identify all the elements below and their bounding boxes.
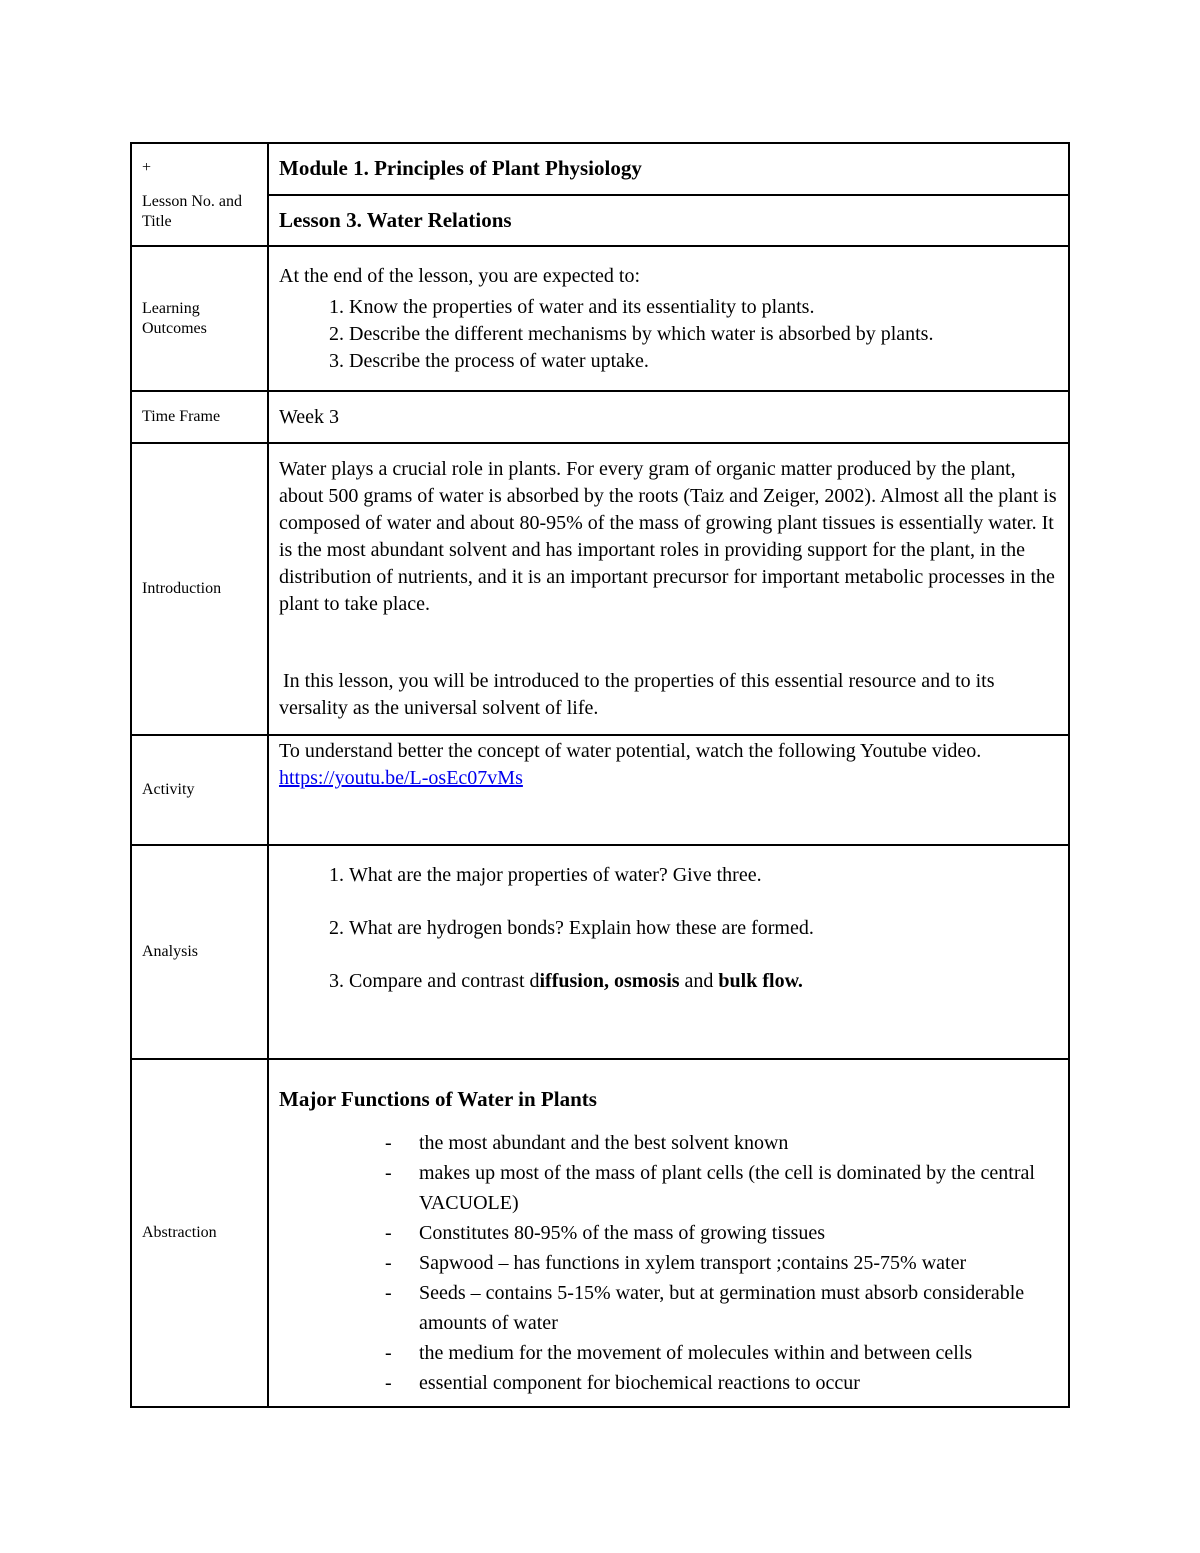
abstraction-cell: [268, 1059, 1069, 1407]
timeframe-label: Time Frame: [131, 391, 268, 443]
introduction-paragraph-2: In this lesson, you will be introduced to the properties of this essential resource and to its versality as the universal solvent of life.: [279, 670, 995, 719]
timeframe-value: Week 3: [268, 391, 1069, 443]
outcome-item: 2. Describe the different mechanisms by which water is absorbed by plants.: [349, 321, 1058, 348]
analysis-question: 1. What are the major properties of water? Give three.: [349, 862, 1058, 889]
outcome-item: 1. Know the properties of water and its essentiality to plants.: [349, 294, 1058, 321]
outcomes-label: Learning Outcomes: [131, 246, 268, 391]
abstraction-list: [279, 1128, 1058, 1398]
introduction-paragraph-1: Water plays a crucial role in plants. For every gram of organic matter produced by the plant, about 500 grams of water is absorbed by the roots (Taiz and Zeiger, 2002). Almost all the plant is composed of water and about 80-95% of the mass of growing plant tissues is essentially water. It is the most abundant solvent and has important roles in providing support for the plant, in the distribution of nutrients, and it is an important precursor for important metabolic processes in the plant to take place.: [279, 458, 1057, 615]
lesson-label: Lesson No. and Title: [142, 192, 242, 230]
outcomes-cell: [268, 246, 1069, 391]
module-title-cell: [268, 143, 1069, 195]
plus-marker: +: [142, 158, 152, 176]
outcome-item: 3. Describe the process of water uptake.: [349, 348, 1058, 375]
list-item: - the most abundant and the best solvent known: [419, 1128, 1058, 1158]
analysis-questions: [279, 862, 1058, 995]
outcomes-list: [279, 294, 1058, 375]
lesson-label-cell: [131, 143, 268, 246]
lesson-table: [130, 142, 1070, 1408]
analysis-cell: [268, 845, 1069, 1059]
analysis-question: 3. Compare and contrast diffusion, osmosis and bulk flow.: [349, 968, 1058, 995]
lesson-title: Lesson 3. Water Relations: [279, 207, 512, 232]
abstraction-label: Abstraction: [131, 1059, 268, 1407]
introduction-label: Introduction: [131, 443, 268, 735]
lesson-title-cell: [268, 195, 1069, 246]
list-item: - makes up most of the mass of plant cells (the cell is dominated by the central VACUOLE): [419, 1158, 1058, 1218]
introduction-cell: [268, 443, 1069, 735]
list-item: - essential component for biochemical reactions to occur: [419, 1368, 1058, 1398]
activity-label: Activity: [131, 735, 268, 845]
module-title: Module 1. Principles of Plant Physiology: [279, 156, 642, 180]
youtube-link[interactable]: https://youtu.be/L-osEc07vMs: [279, 767, 523, 789]
activity-text: To understand better the concept of water potential, watch the following Youtube video.: [279, 740, 982, 762]
analysis-question: 2. What are hydrogen bonds? Explain how these are formed.: [349, 915, 1058, 942]
activity-cell: [268, 735, 1069, 845]
outcomes-intro: At the end of the lesson, you are expected to:: [279, 264, 640, 287]
list-item: - Constitutes 80-95% of the mass of growing tissues: [419, 1218, 1058, 1248]
analysis-label: Analysis: [131, 845, 268, 1059]
list-item: - Seeds – contains 5-15% water, but at germination must absorb considerable amounts of water: [419, 1278, 1058, 1338]
abstraction-heading: Major Functions of Water in Plants: [279, 1087, 597, 1111]
list-item: - the medium for the movement of molecules within and between cells: [419, 1338, 1058, 1368]
list-item: - Sapwood – has functions in xylem transport ;contains 25-75% water: [419, 1248, 1058, 1278]
